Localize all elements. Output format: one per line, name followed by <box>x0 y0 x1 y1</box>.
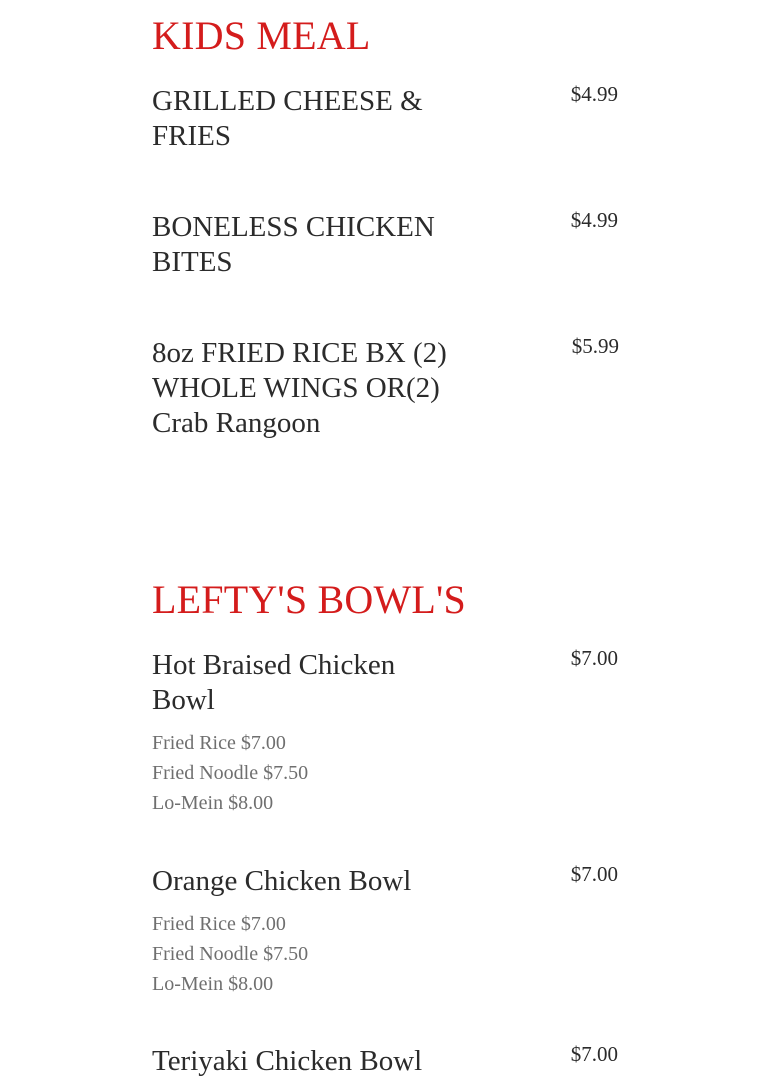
menu-item-options <box>152 909 622 999</box>
menu-item-name: BONELESS CHICKEN BITES <box>152 211 435 278</box>
menu-item-options <box>152 728 622 818</box>
menu-item-option: Fried Noodle $7.50 <box>152 762 309 784</box>
menu-item-name: Orange Chicken Bowl <box>152 865 412 897</box>
menu-item-price: $4.99 <box>570 82 618 106</box>
menu-item-option: Fried Rice $7.00 <box>152 913 286 935</box>
menu-item-price: $4.99 <box>570 208 618 232</box>
menu-item-option: Lo-Mein $8.00 <box>152 792 274 814</box>
menu-item-name: GRILLED CHEESE & FRIES <box>152 85 423 152</box>
menu-item[interactable] <box>152 84 622 154</box>
menu-item-option: Fried Rice $7.00 <box>152 732 286 754</box>
menu-item[interactable] <box>152 210 622 280</box>
menu-item[interactable] <box>152 1044 622 1079</box>
menu-item-name: Teriyaki Chicken Bowl <box>152 1045 423 1077</box>
menu-item-price: $7.00 <box>570 1042 618 1066</box>
section-title-kids-meal: KIDS MEAL <box>152 13 371 58</box>
menu-item[interactable] <box>152 336 622 441</box>
menu-item-price: $7.00 <box>570 646 618 670</box>
menu-item-option: Fried Noodle $7.50 <box>152 943 309 965</box>
section-title-leftys-bowls: LEFTY'S BOWL'S <box>152 577 466 622</box>
menu-item-price: $7.00 <box>570 862 618 886</box>
menu-item-option: Lo-Mein $8.00 <box>152 973 274 995</box>
menu-item-name: Hot Braised Chicken Bowl <box>152 649 396 716</box>
menu-item-price: $5.99 <box>571 334 619 358</box>
menu-item[interactable] <box>152 864 622 999</box>
menu-item[interactable] <box>152 648 622 818</box>
menu-item-name: 8oz FRIED RICE BX (2) WHOLE WINGS OR(2) Crab Rangoon <box>152 337 447 439</box>
